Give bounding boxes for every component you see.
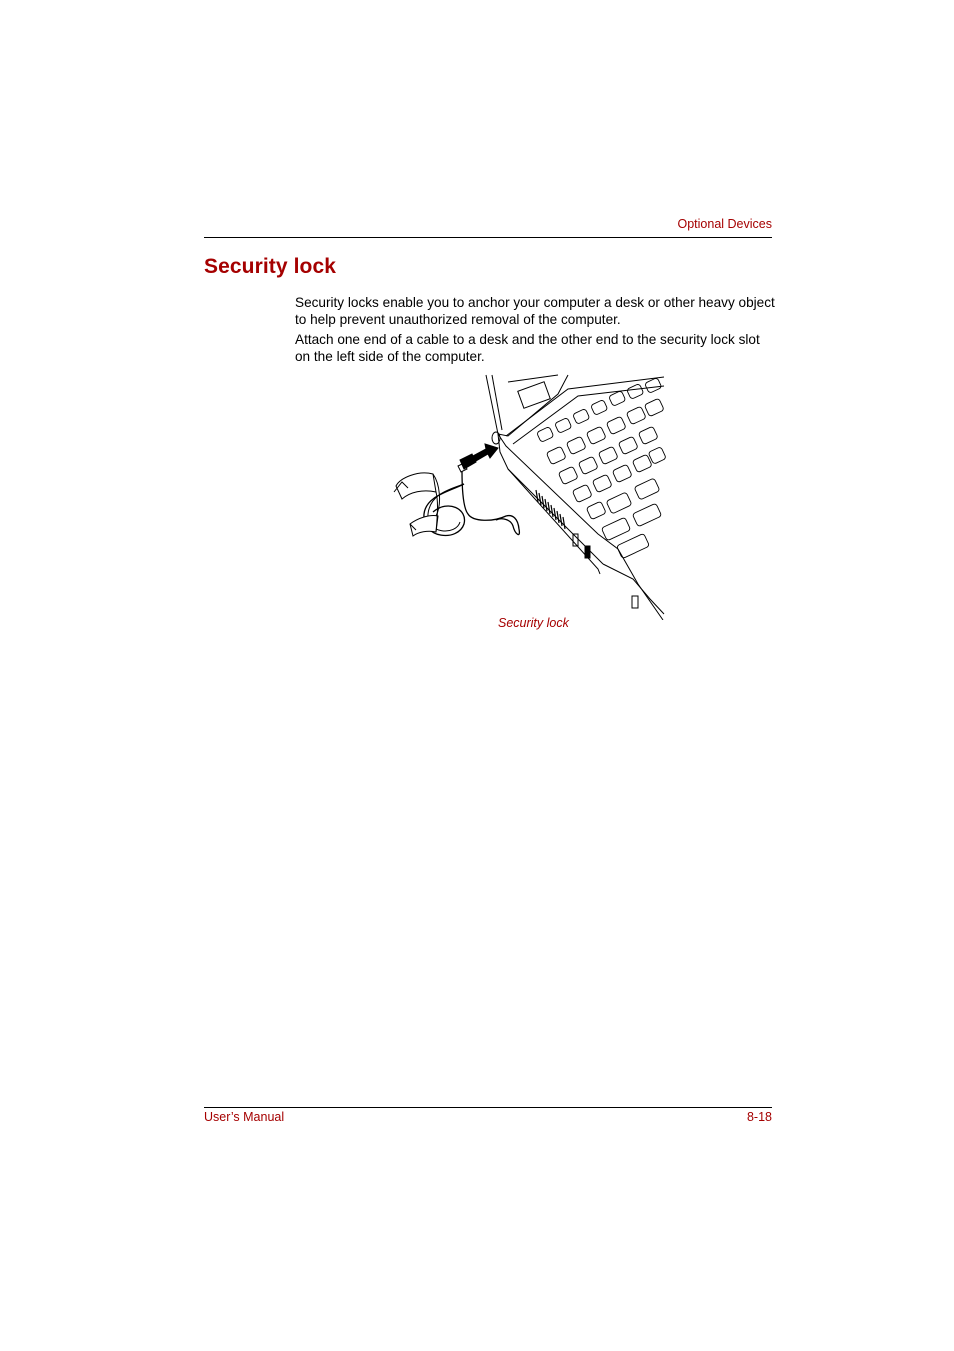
header-rule — [204, 237, 772, 238]
body-paragraph-2: Attach one end of a cable to a desk and the other end to the security lock slot on the left side of the computer. — [295, 332, 760, 364]
security-lock-figure — [388, 374, 666, 620]
page-number: 8-18 — [746, 1110, 772, 1124]
figure-caption: Security lock — [498, 616, 569, 630]
laptop-security-cable-illustration-icon — [388, 374, 666, 620]
footer-manual-title: User’s Manual — [204, 1110, 285, 1124]
section-title: Security lock — [204, 255, 337, 278]
running-header: Optional Devices — [677, 217, 772, 231]
footer-rule — [204, 1107, 772, 1108]
body-paragraph-1: Security locks enable you to anchor your computer a desk or other heavy object to help prevent unauthorized removal of the computer. — [295, 295, 775, 327]
